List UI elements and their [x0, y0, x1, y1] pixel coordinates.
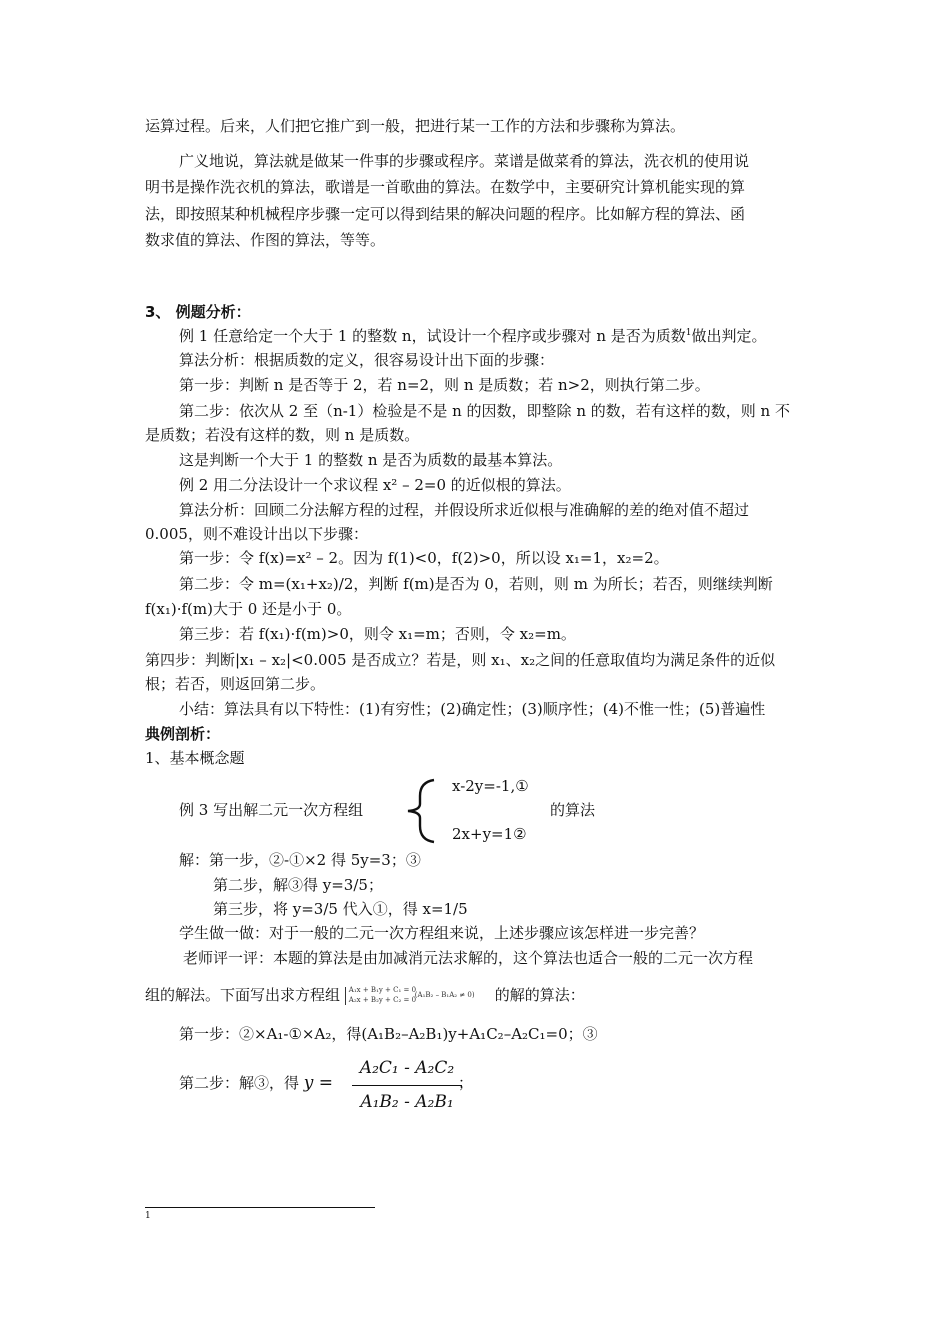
example-2-statement: 例 2 用二分法设计一个求议程 x² – 2=0 的近似根的算法。 [179, 476, 571, 494]
analysis-line: 算法分析：根据质数的定义，很容易设计出下面的步骤： [179, 351, 555, 369]
general-step-1: 第一步：②×A₁-①×A₂，得(A₁B₂–A₂B₁)y+A₁C₂–A₂C₁=0；③ [179, 1025, 598, 1043]
fraction-numerator: A₂C₁ - A₂C₂ [359, 1058, 455, 1078]
solution-line: 解：第一步，②-①×2 得 5y=3；③ [179, 851, 421, 869]
paragraph-line: 广义地说，算法就是做某一件事的步骤或程序。菜谱是做菜肴的算法，洗衣机的使用说 [179, 152, 750, 170]
system-condition: (A₁B₂ – B₁A₂ ≠ 0) [414, 991, 475, 999]
y-equals: y = [303, 1073, 334, 1093]
equation-2: 2x+y=1② [452, 825, 527, 843]
fraction-bar [352, 1085, 462, 1086]
paragraph-line: 明书是操作洗衣机的算法，歌谱是一首歌曲的算法。在数学中，主要研究计算机能实现的算 [145, 178, 746, 196]
fraction-denominator: A₁B₂ - A₂B₁ [360, 1092, 454, 1112]
step-line: 第三步：若 f(x₁)·f(m)>0，则令 x₁=m；否则，令 x₂=m。 [179, 625, 576, 643]
solution-line: 第三步，将 y=3/5 代入①，得 x=1/5 [213, 900, 468, 918]
system-row-2: A₂x + B₂y + C₂ = 0 [348, 996, 417, 1004]
footnote-rule [145, 1207, 375, 1208]
example-1-text-end: 做出判定。 [691, 327, 767, 345]
step-line: 第二步：令 m=(x₁+x₂)/2，判断 f(m)是否为 0，若则，则 m 为所长；若否，则继续判断 [179, 575, 773, 593]
paragraph-line: 数求值的算法、作图的算法，等等。 [145, 231, 386, 249]
step-line: 根；若否，则返回第二步。 [145, 675, 326, 693]
step-line: 第一步：令 f(x)=x² – 2。因为 f(1)<0，f(2)>0，所以设 x₁=1，x₂=2。 [179, 549, 669, 567]
student-line: 学生做一做：对于一般的二元一次方程组来说，上述步骤应该怎样进一步完善？ [179, 924, 705, 942]
summary-line: 小结：算法具有以下特性：(1)有穷性；(2)确定性；(3)顺序性；(4)不惟一性；(5)普遍性 [179, 700, 766, 718]
paragraph-line: 法，即按照某种机械程序步骤一定可以得到结果的解决问题的程序。比如解方程的算法、函 [145, 205, 746, 223]
general-equation-system [345, 985, 495, 1007]
paragraph-line: 运算过程。后来，人们把它推广到一般，把进行某一工作的方法和步骤称为算法。 [145, 117, 686, 135]
step-line: 第一步：判断 n 是否等于 2，若 n=2，则 n 是质数；若 n>2，则执行第二步。 [179, 376, 710, 394]
general-pre: 组的解法。下面写出求方程组 [145, 986, 341, 1004]
left-brace-icon [398, 778, 438, 844]
analysis-line: 0.005，则不难设计出以下步骤： [145, 525, 368, 543]
step-line: f(x₁)·f(m)大于 0 还是小于 0。 [145, 600, 352, 618]
subsection-title: 1、基本概念题 [145, 749, 245, 767]
step-line: 第四步：判断|x₁ – x₂|<0.005 是否成立？若是，则 x₁、x₂之间的任意取值均为满足条件的近似 [145, 651, 776, 669]
example-1-statement [179, 326, 767, 346]
solution-line: 第二步，解③得 y=3/5； [213, 876, 383, 894]
general-system-line [145, 985, 585, 1007]
typical-heading: 典例剖析： [145, 725, 221, 743]
step-line: 第二步：依次从 2 至（n-1）检验是不是 n 的因数，即整除 n 的数，若有这样的数，则 n 不 [179, 402, 790, 420]
analysis-line: 算法分析：回顾二分法解方程的过程，并假设所求近似根与准确解的差的绝对值不超过 [179, 501, 750, 519]
example-3-label: 例 3 写出解二元一次方程组 [179, 801, 364, 819]
solution-fraction [352, 1058, 462, 1118]
conclusion-line: 这是判断一个大于 1 的整数 n 是否为质数的最基本算法。 [179, 451, 563, 469]
general-step-2-label [179, 1073, 333, 1093]
teacher-line: 老师评一评：本题的算法是由加减消元法求解的，这个算法也适合一般的二元一次方程 [183, 949, 754, 967]
step-line: 是质数；若没有这样的数，则 n 是质数。 [145, 426, 420, 444]
general-post: 的解的算法： [494, 986, 585, 1004]
footnote-ref: 1 [685, 328, 692, 338]
section-heading: 3、 例题分析： [145, 303, 251, 321]
footnote-marker: 1 [145, 1211, 151, 1221]
general-step-2-end: ； [458, 1074, 474, 1092]
example-3-tail: 的算法 [550, 801, 596, 819]
general-step-2-pre: 第二步：解③，得 [179, 1074, 300, 1092]
equation-1: x-2y=-1,① [452, 777, 529, 795]
system-bar [345, 987, 346, 1005]
example-1-text: 例 1 任意给定一个大于 1 的整数 n，试设计一个程序或步骤对 n 是否为质数 [179, 327, 686, 345]
system-row-1: A₁x + B₁y + C₁ = 0 [348, 986, 417, 994]
